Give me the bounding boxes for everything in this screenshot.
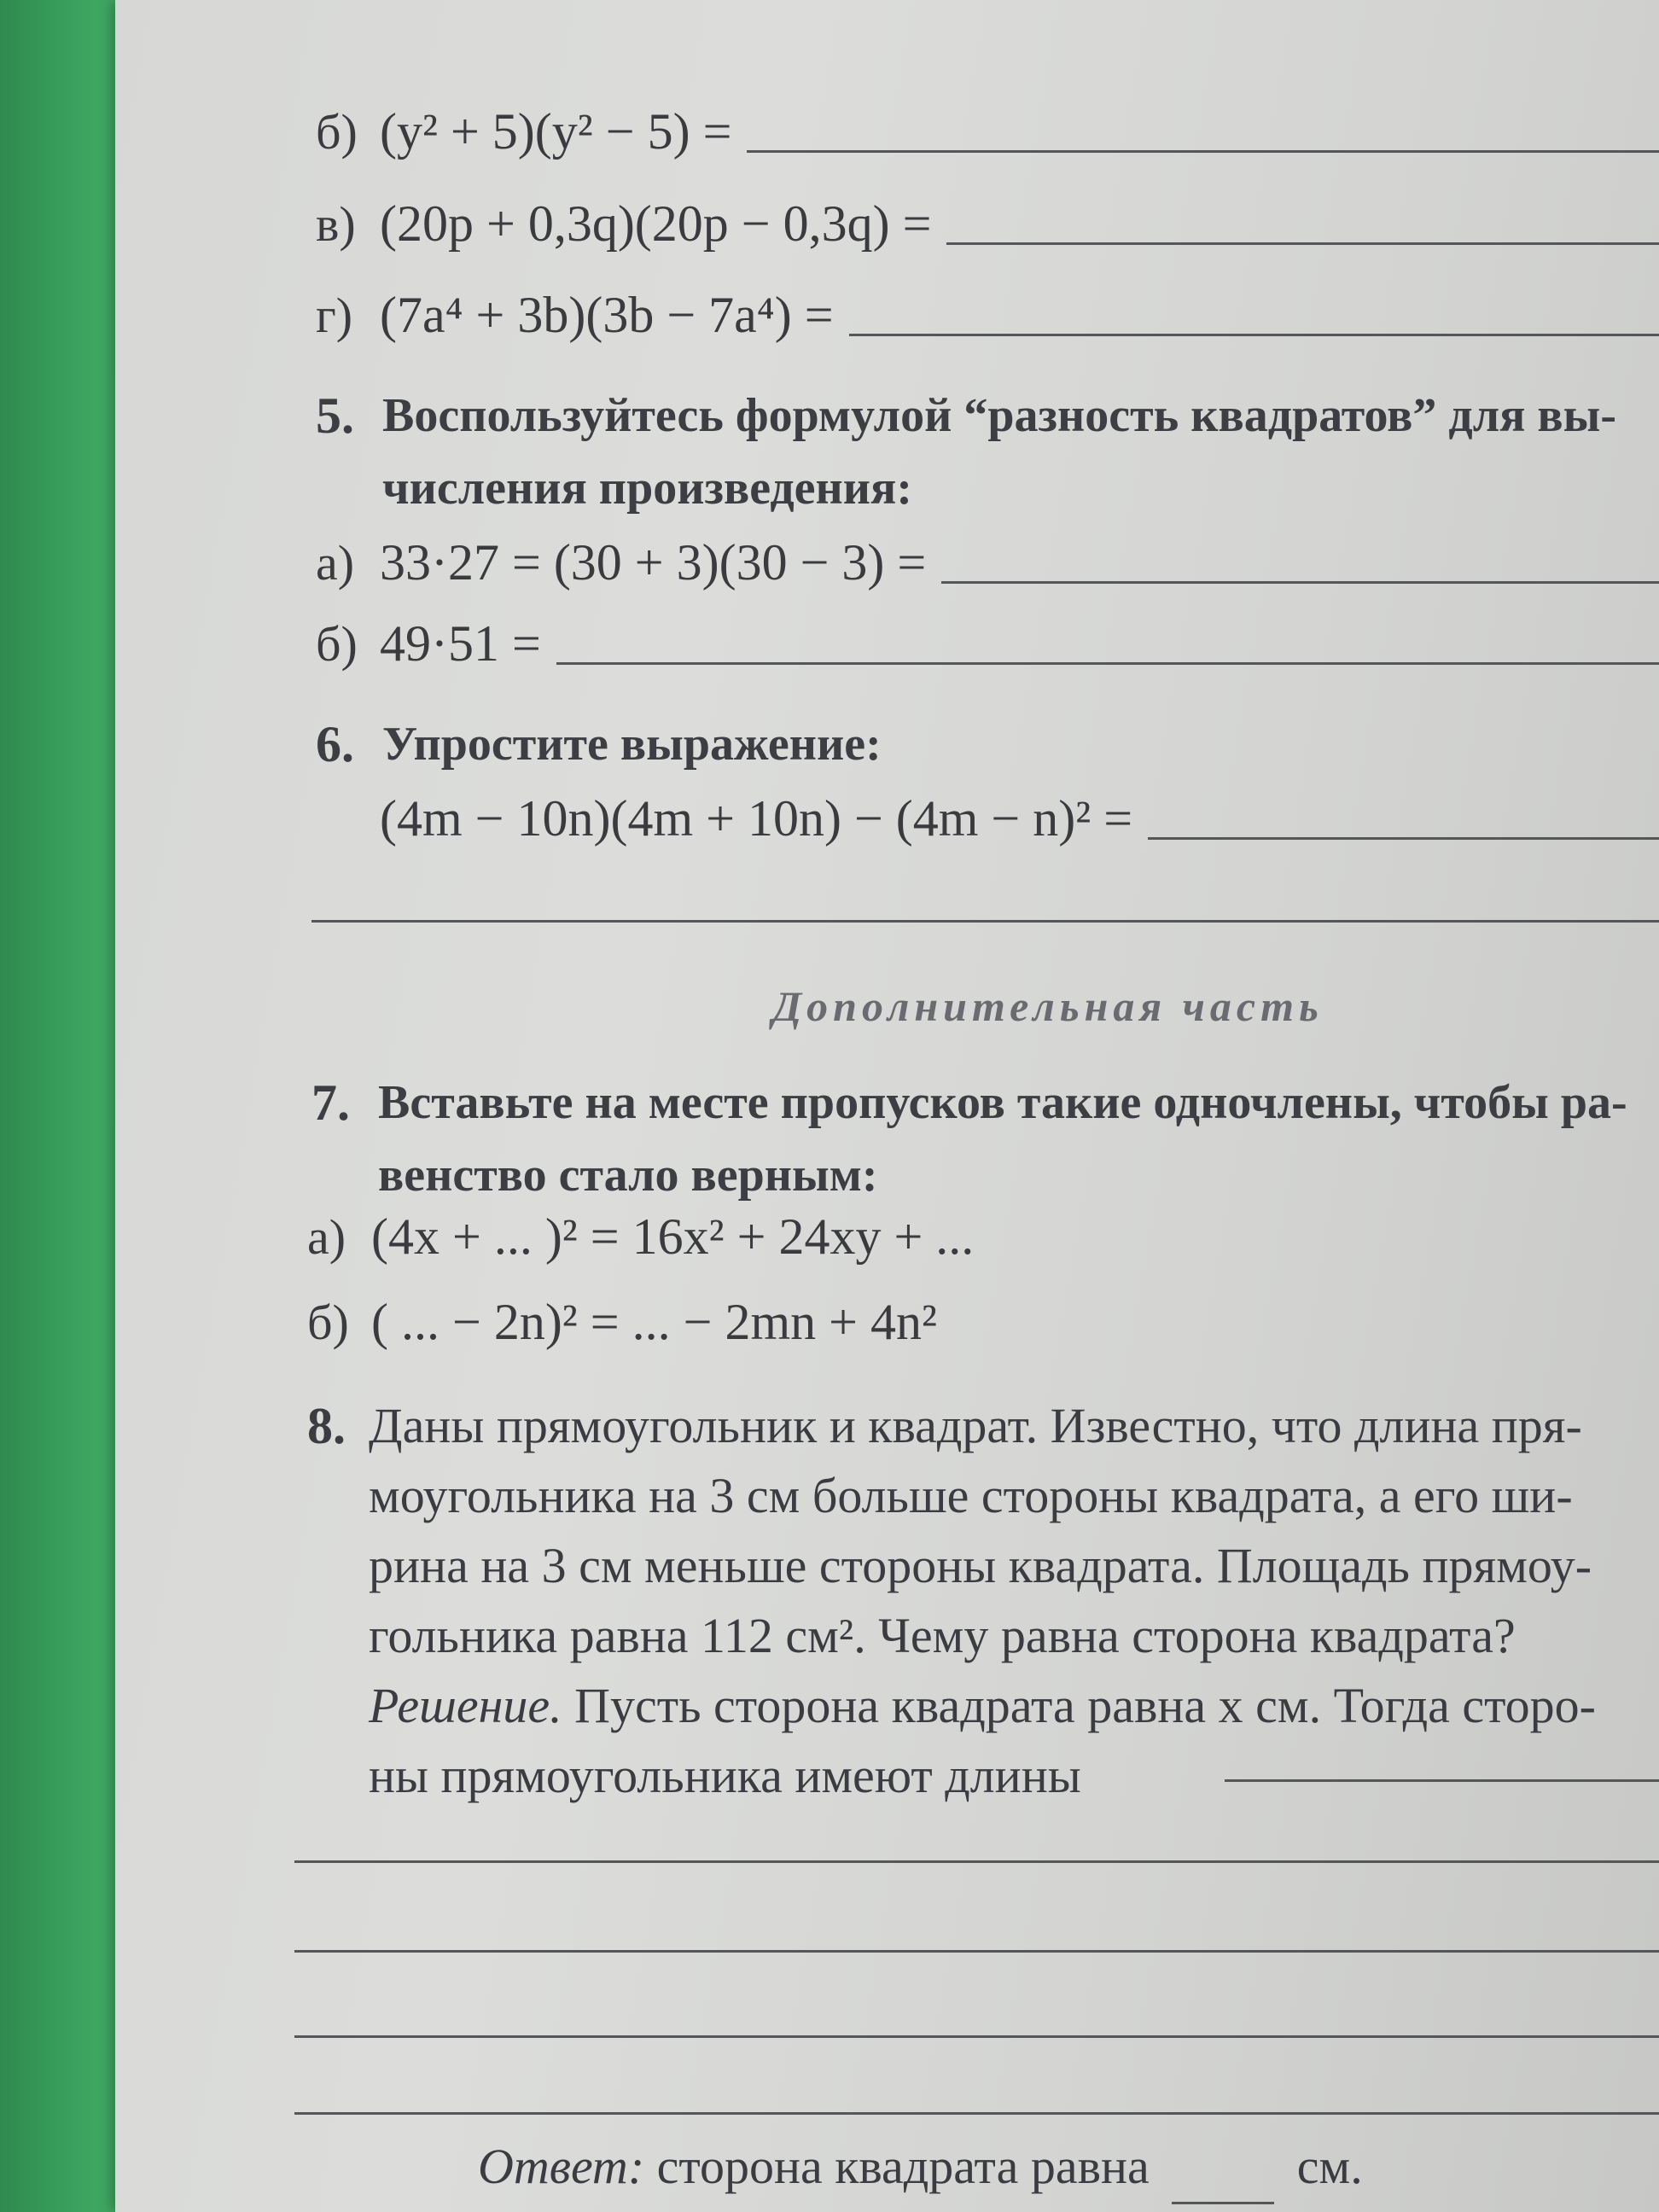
task-text-line-4: гольника равна 112 см². Чему равна сторона квадрата?	[369, 1608, 1516, 1663]
task-text-line-1: Воспользуйтесь формулой “разность квадратов” для вы-	[382, 389, 1617, 442]
task-text-line-3: рина на 3 см меньше стороны квадрата. Площадь прямоу-	[369, 1538, 1592, 1593]
task7-item-b	[307, 1293, 1502, 1352]
math-expression: (4x + ... )² = 16x² + 24xy + ...	[371, 1208, 975, 1265]
task6-statement	[316, 708, 1659, 785]
answer-blank[interactable]	[1172, 2132, 1274, 2204]
task-number: 5.	[316, 387, 354, 444]
item-label: г)	[316, 288, 353, 344]
solution-text-line-2: ны прямоугольника имеют длины	[369, 1748, 1081, 1803]
answer-line[interactable]	[556, 662, 1659, 665]
answer-line[interactable]	[294, 1860, 1659, 1863]
task-text-line-2: числения произведения:	[382, 462, 913, 515]
math-expression: (20p + 0,3q)(20p − 0,3q) =	[380, 195, 932, 252]
answer-text: сторона квадрата равна	[656, 2139, 1150, 2194]
answer-unit: см.	[1296, 2139, 1363, 2194]
math-expression: 33·27 = (30 + 3)(30 − 3) =	[380, 534, 927, 591]
answer-line[interactable]	[294, 2035, 1659, 2038]
math-expression: ( ... − 2n)² = ... − 2mn + 4n²	[371, 1294, 937, 1350]
answer-line[interactable]	[1225, 1779, 1659, 1782]
answer-line[interactable]	[294, 1950, 1659, 1953]
worksheet-page	[115, 0, 1659, 2212]
task-text-line-1: Даны прямоугольник и квадрат. Известно, что длина пря-	[369, 1398, 1582, 1453]
task5-statement	[316, 380, 1659, 533]
solution-text-line-1: Пусть сторона квадрата равна x см. Тогда сторо-	[574, 1678, 1596, 1733]
green-cover-edge	[0, 0, 128, 2212]
item-label: в)	[316, 196, 356, 253]
task5-item-a	[316, 533, 1659, 592]
math-expression: (y² + 5)(y² − 5) =	[380, 103, 732, 160]
answer-line[interactable]	[294, 2112, 1659, 2115]
task-number: 6.	[316, 716, 354, 772]
answer-line[interactable]	[849, 334, 1659, 336]
answer-line[interactable]	[946, 242, 1659, 245]
math-expression: (4m − 10n)(4m + 10n) − (4m − n)² =	[380, 790, 1133, 847]
answer-label: Ответ:	[478, 2139, 645, 2194]
task8-statement	[307, 1391, 1659, 1903]
item-label: а)	[307, 1209, 346, 1266]
answer-row	[478, 2132, 1417, 2202]
solution-label: Решение.	[369, 1678, 562, 1733]
item-label: б)	[316, 616, 358, 672]
task-text-line-1: Упростите выражение:	[382, 718, 882, 771]
math-expression: 49·51 =	[380, 615, 541, 672]
task6-expression-row	[380, 789, 1659, 848]
task4-item-g	[316, 286, 1659, 345]
answer-line[interactable]	[747, 150, 1659, 153]
task4-item-v	[316, 195, 1659, 253]
answer-line[interactable]	[941, 581, 1659, 584]
math-expression: (7a⁴ + 3b)(3b − 7a⁴) =	[380, 287, 834, 343]
task-text-line-2: венство стало верным:	[378, 1149, 878, 1202]
task-number: 7.	[311, 1074, 350, 1131]
task-text-line-2: моугольника на 3 см больше стороны квадрата, а его ши-	[369, 1468, 1573, 1523]
task4-item-b	[316, 102, 1659, 161]
item-label: а)	[316, 535, 355, 591]
section-title: Дополнительная часть	[772, 982, 1324, 1030]
task7-item-a	[307, 1208, 1502, 1266]
task5-item-b	[316, 614, 1659, 673]
item-label: б)	[307, 1295, 349, 1351]
answer-line[interactable]	[311, 920, 1659, 923]
answer-line[interactable]	[1148, 837, 1659, 840]
task-text-line-1: Вставьте на месте пропусков такие одночлены, чтобы ра-	[378, 1076, 1627, 1129]
task-number: 8.	[307, 1398, 346, 1454]
item-label: б)	[316, 104, 358, 160]
task7-statement	[311, 1067, 1659, 1220]
